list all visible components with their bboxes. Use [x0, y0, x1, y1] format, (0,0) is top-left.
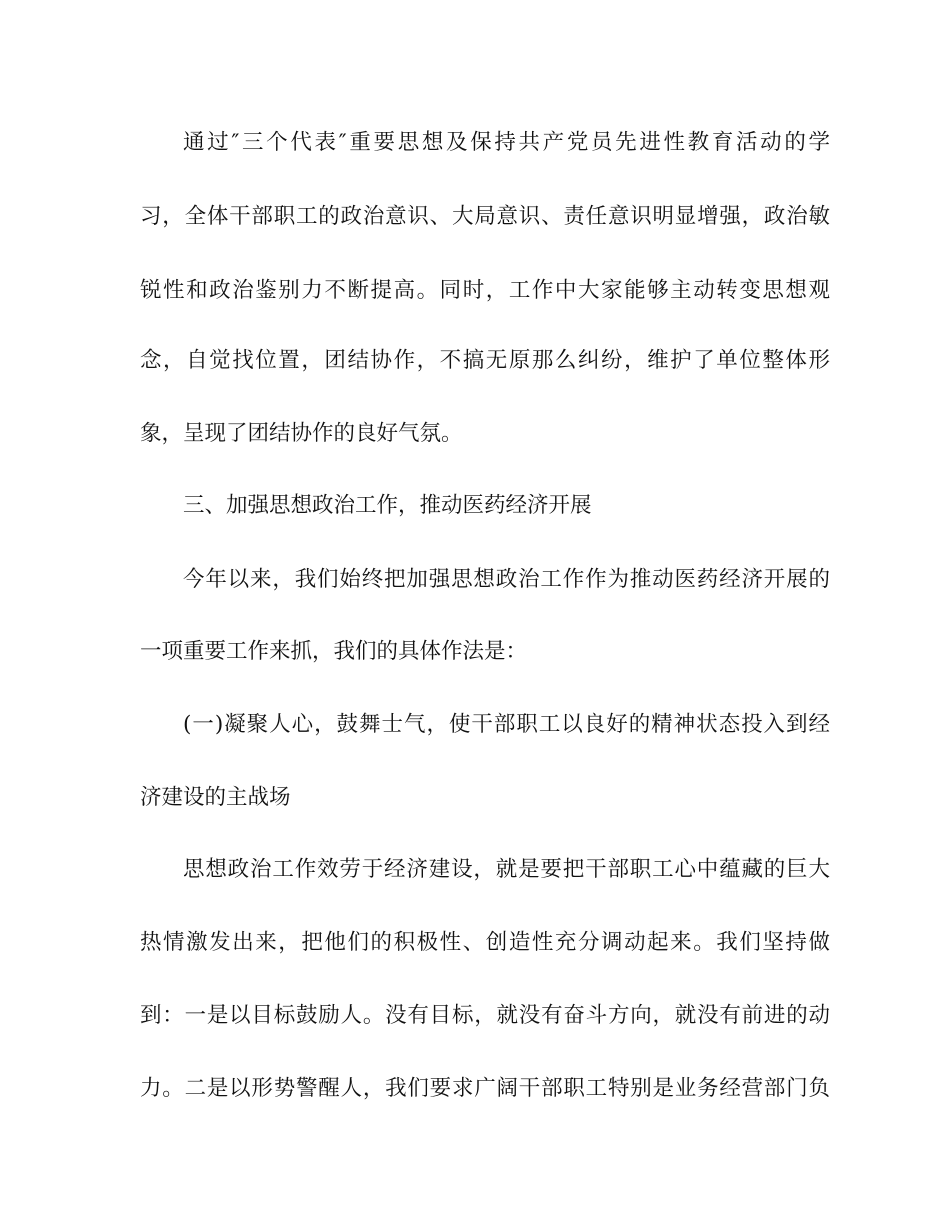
- subheading-line: (一)凝聚人心，鼓舞士气，使干部职工以良好的精神状态投入到经: [183, 712, 830, 737]
- paragraph-line: 念，自觉找位置，团结协作，不搞无原那么纠纷，维护了单位整体形: [140, 348, 830, 373]
- section-heading: 三、加强思想政治工作，推动医药经济开展: [183, 493, 592, 518]
- paragraph-line: 一项重要工作来抓，我们的具体作法是：: [140, 639, 528, 664]
- paragraph-line: 象，呈现了团结协作的良好气氛。: [140, 421, 463, 446]
- subheading-line: 济建设的主战场: [140, 785, 291, 810]
- paragraph-line: 锐性和政治鉴别力不断提高。同时，工作中大家能够主动转变思想观: [140, 278, 830, 303]
- paragraph-line: 通过″三个代表″重要思想及保持共产党员先进性教育活动的学: [183, 130, 830, 155]
- paragraph-line: 习，全体干部职工的政治意识、大局意识、责任意识明显增强，政治敏: [140, 204, 830, 229]
- paragraph-line: 力。二是以形势警醒人，我们要求广阔干部职工特别是业务经营部门负: [140, 1076, 830, 1101]
- paragraph-line: 到：一是以目标鼓励人。没有目标，就没有奋斗方向，就没有前进的动: [140, 1003, 830, 1028]
- paragraph-line: 思想政治工作效劳于经济建设，就是要把干部职工心中蕴藏的巨大: [183, 857, 830, 882]
- paragraph-line: 热情激发出来，把他们的积极性、创造性充分调动起来。我们坚持做: [140, 930, 830, 955]
- paragraph-line: 今年以来，我们始终把加强思想政治工作作为推动医药经济开展的: [183, 567, 830, 592]
